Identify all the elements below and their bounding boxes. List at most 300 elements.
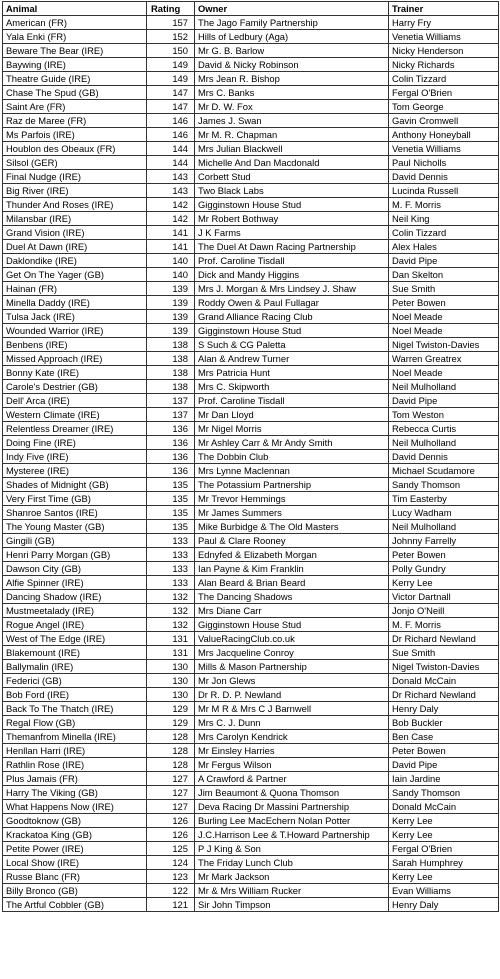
cell-owner: Mr Nigel Morris: [195, 422, 389, 436]
table-row: [3, 898, 499, 912]
cell-animal: Back To The Thatch (IRE): [3, 702, 147, 716]
table-row: [3, 646, 499, 660]
table-row: [3, 422, 499, 436]
cell-owner: Mrs J. Morgan & Mrs Lindsey J. Shaw: [195, 282, 389, 296]
cell-trainer: David Dennis: [389, 450, 499, 464]
cell-owner: Mr Fergus Wilson: [195, 758, 389, 772]
cell-trainer: David Pipe: [389, 758, 499, 772]
cell-animal: Bonny Kate (IRE): [3, 366, 147, 380]
cell-animal: Raz de Maree (FR): [3, 114, 147, 128]
cell-animal: West of The Edge (IRE): [3, 632, 147, 646]
table-row: [3, 814, 499, 828]
cell-animal: Doing Fine (IRE): [3, 436, 147, 450]
cell-rating: 132: [147, 618, 195, 632]
cell-animal: Billy Bronco (GB): [3, 884, 147, 898]
cell-owner: Gigginstown House Stud: [195, 618, 389, 632]
cell-trainer: Venetia Williams: [389, 30, 499, 44]
cell-animal: Saint Are (FR): [3, 100, 147, 114]
cell-trainer: Henry Daly: [389, 898, 499, 912]
table-row: [3, 884, 499, 898]
table-row: [3, 296, 499, 310]
cell-rating: 146: [147, 128, 195, 142]
cell-rating: 121: [147, 898, 195, 912]
cell-owner: Mrs Diane Carr: [195, 604, 389, 618]
table-row: [3, 842, 499, 856]
table-row: [3, 44, 499, 58]
cell-rating: 130: [147, 660, 195, 674]
cell-rating: 146: [147, 114, 195, 128]
cell-owner: Mrs C. Skipworth: [195, 380, 389, 394]
column-header-owner: Owner: [195, 2, 389, 16]
cell-trainer: Dan Skelton: [389, 268, 499, 282]
cell-rating: 138: [147, 366, 195, 380]
cell-owner: Mr G. B. Barlow: [195, 44, 389, 58]
cell-trainer: Nicky Henderson: [389, 44, 499, 58]
cell-owner: Gigginstown House Stud: [195, 198, 389, 212]
cell-animal: Rathlin Rose (IRE): [3, 758, 147, 772]
cell-trainer: Fergal O'Brien: [389, 842, 499, 856]
cell-animal: Theatre Guide (IRE): [3, 72, 147, 86]
cell-animal: Silsol (GER): [3, 156, 147, 170]
cell-trainer: Tim Easterby: [389, 492, 499, 506]
cell-animal: Houblon des Obeaux (FR): [3, 142, 147, 156]
cell-rating: 139: [147, 296, 195, 310]
cell-rating: 138: [147, 352, 195, 366]
cell-owner: Corbett Stud: [195, 170, 389, 184]
table-row: [3, 254, 499, 268]
cell-rating: 133: [147, 534, 195, 548]
cell-owner: Mrs Carolyn Kendrick: [195, 730, 389, 744]
cell-trainer: Warren Greatrex: [389, 352, 499, 366]
cell-trainer: Kerry Lee: [389, 814, 499, 828]
cell-trainer: Peter Bowen: [389, 744, 499, 758]
column-header-trainer: Trainer: [389, 2, 499, 16]
table-row: [3, 128, 499, 142]
cell-owner: Mrs C. Banks: [195, 86, 389, 100]
table-row: [3, 408, 499, 422]
cell-trainer: Iain Jardine: [389, 772, 499, 786]
cell-rating: 133: [147, 562, 195, 576]
cell-rating: 136: [147, 450, 195, 464]
cell-trainer: David Dennis: [389, 170, 499, 184]
cell-rating: 135: [147, 492, 195, 506]
cell-animal: Krackatoa King (GB): [3, 828, 147, 842]
cell-animal: Mysteree (IRE): [3, 464, 147, 478]
cell-animal: Goodtoknow (GB): [3, 814, 147, 828]
cell-rating: 136: [147, 464, 195, 478]
cell-rating: 127: [147, 800, 195, 814]
cell-trainer: Gavin Cromwell: [389, 114, 499, 128]
cell-owner: Mr Mark Jackson: [195, 870, 389, 884]
cell-animal: Hainan (FR): [3, 282, 147, 296]
table-row: [3, 786, 499, 800]
cell-animal: Grand Vision (IRE): [3, 226, 147, 240]
cell-trainer: Neil Mulholland: [389, 436, 499, 450]
cell-rating: 152: [147, 30, 195, 44]
cell-animal: Wounded Warrior (IRE): [3, 324, 147, 338]
table-row: [3, 660, 499, 674]
cell-owner: Grand Alliance Racing Club: [195, 310, 389, 324]
cell-animal: Blakemount (IRE): [3, 646, 147, 660]
cell-trainer: Donald McCain: [389, 674, 499, 688]
cell-rating: 124: [147, 856, 195, 870]
cell-animal: Minella Daddy (IRE): [3, 296, 147, 310]
cell-animal: Themanfrom Minella (IRE): [3, 730, 147, 744]
cell-animal: Tulsa Jack (IRE): [3, 310, 147, 324]
cell-rating: 135: [147, 506, 195, 520]
table-row: [3, 590, 499, 604]
cell-owner: Mrs C. J. Dunn: [195, 716, 389, 730]
cell-animal: Rogue Angel (IRE): [3, 618, 147, 632]
cell-rating: 150: [147, 44, 195, 58]
cell-trainer: Jonjo O'Neill: [389, 604, 499, 618]
cell-animal: Beware The Bear (IRE): [3, 44, 147, 58]
cell-trainer: Venetia Williams: [389, 142, 499, 156]
cell-owner: Mrs Lynne Maclennan: [195, 464, 389, 478]
cell-rating: 137: [147, 394, 195, 408]
cell-trainer: Donald McCain: [389, 800, 499, 814]
cell-animal: Petite Power (IRE): [3, 842, 147, 856]
table-row: [3, 758, 499, 772]
entries-table: [2, 1, 499, 912]
cell-trainer: Noel Meade: [389, 366, 499, 380]
cell-trainer: Sandy Thomson: [389, 478, 499, 492]
cell-owner: Paul & Clare Rooney: [195, 534, 389, 548]
cell-owner: Hills of Ledbury (Aga): [195, 30, 389, 44]
table-row: [3, 744, 499, 758]
cell-owner: Ian Payne & Kim Franklin: [195, 562, 389, 576]
cell-owner: The Potassium Partnership: [195, 478, 389, 492]
cell-trainer: Alex Hales: [389, 240, 499, 254]
cell-rating: 143: [147, 184, 195, 198]
cell-owner: Gigginstown House Stud: [195, 324, 389, 338]
cell-animal: Federici (GB): [3, 674, 147, 688]
table-row: [3, 142, 499, 156]
table-row: [3, 240, 499, 254]
table-row: [3, 534, 499, 548]
table-row: [3, 72, 499, 86]
cell-rating: 139: [147, 324, 195, 338]
table-row: [3, 618, 499, 632]
table-row: [3, 870, 499, 884]
cell-animal: Chase The Spud (GB): [3, 86, 147, 100]
table-row: [3, 856, 499, 870]
cell-trainer: David Pipe: [389, 254, 499, 268]
cell-animal: Baywing (IRE): [3, 58, 147, 72]
cell-trainer: Johnny Farrelly: [389, 534, 499, 548]
cell-rating: 127: [147, 786, 195, 800]
cell-trainer: M. F. Morris: [389, 618, 499, 632]
cell-owner: Sir John Timpson: [195, 898, 389, 912]
cell-animal: Yala Enki (FR): [3, 30, 147, 44]
cell-owner: Mills & Mason Partnership: [195, 660, 389, 674]
cell-rating: 123: [147, 870, 195, 884]
cell-trainer: Sarah Humphrey: [389, 856, 499, 870]
cell-owner: Mr M. R. Chapman: [195, 128, 389, 142]
cell-trainer: Dr Richard Newland: [389, 632, 499, 646]
cell-animal: What Happens Now (IRE): [3, 800, 147, 814]
cell-rating: 157: [147, 16, 195, 30]
cell-animal: Shades of Midnight (GB): [3, 478, 147, 492]
cell-rating: 141: [147, 226, 195, 240]
table-row: [3, 492, 499, 506]
table-row: [3, 464, 499, 478]
cell-owner: Two Black Labs: [195, 184, 389, 198]
cell-owner: Mr James Summers: [195, 506, 389, 520]
table-row: [3, 156, 499, 170]
cell-owner: Mr Trevor Hemmings: [195, 492, 389, 506]
cell-animal: Carole's Destrier (GB): [3, 380, 147, 394]
cell-rating: 147: [147, 100, 195, 114]
cell-rating: 133: [147, 576, 195, 590]
cell-animal: Very First Time (GB): [3, 492, 147, 506]
cell-animal: Indy Five (IRE): [3, 450, 147, 464]
cell-owner: The Friday Lunch Club: [195, 856, 389, 870]
cell-rating: 140: [147, 268, 195, 282]
cell-trainer: Sandy Thomson: [389, 786, 499, 800]
cell-rating: 136: [147, 436, 195, 450]
cell-owner: The Dancing Shadows: [195, 590, 389, 604]
cell-rating: 135: [147, 520, 195, 534]
cell-trainer: Neil Mulholland: [389, 380, 499, 394]
table-row: [3, 114, 499, 128]
cell-owner: Dr R. D. P. Newland: [195, 688, 389, 702]
cell-rating: 135: [147, 478, 195, 492]
cell-trainer: Dr Richard Newland: [389, 688, 499, 702]
table-row: [3, 828, 499, 842]
cell-trainer: David Pipe: [389, 394, 499, 408]
cell-trainer: Michael Scudamore: [389, 464, 499, 478]
table-row: [3, 548, 499, 562]
cell-rating: 137: [147, 408, 195, 422]
cell-animal: Ballymalin (IRE): [3, 660, 147, 674]
table-row: [3, 366, 499, 380]
cell-owner: Alan Beard & Brian Beard: [195, 576, 389, 590]
cell-owner: Mrs Julian Blackwell: [195, 142, 389, 156]
cell-rating: 138: [147, 380, 195, 394]
cell-trainer: Polly Gundry: [389, 562, 499, 576]
cell-owner: The Jago Family Partnership: [195, 16, 389, 30]
cell-rating: 149: [147, 58, 195, 72]
cell-animal: Local Show (IRE): [3, 856, 147, 870]
cell-rating: 129: [147, 716, 195, 730]
cell-animal: Shanroe Santos (IRE): [3, 506, 147, 520]
table-row: [3, 58, 499, 72]
column-header-animal: Animal: [3, 2, 147, 16]
cell-animal: Plus Jamais (FR): [3, 772, 147, 786]
cell-owner: James J. Swan: [195, 114, 389, 128]
cell-animal: Mustmeetalady (IRE): [3, 604, 147, 618]
cell-rating: 141: [147, 240, 195, 254]
cell-animal: Missed Approach (IRE): [3, 352, 147, 366]
cell-rating: 142: [147, 212, 195, 226]
cell-owner: The Duel At Dawn Racing Partnership: [195, 240, 389, 254]
table-row: [3, 100, 499, 114]
cell-animal: Dancing Shadow (IRE): [3, 590, 147, 604]
cell-animal: Milansbar (IRE): [3, 212, 147, 226]
cell-rating: 132: [147, 604, 195, 618]
cell-animal: American (FR): [3, 16, 147, 30]
table-header-row: [3, 2, 499, 16]
cell-rating: 147: [147, 86, 195, 100]
cell-trainer: Lucy Wadham: [389, 506, 499, 520]
table-row: [3, 772, 499, 786]
cell-owner: P J King & Son: [195, 842, 389, 856]
cell-animal: Bob Ford (IRE): [3, 688, 147, 702]
cell-owner: Prof. Caroline Tisdall: [195, 254, 389, 268]
cell-rating: 126: [147, 828, 195, 842]
cell-animal: Gingili (GB): [3, 534, 147, 548]
cell-rating: 130: [147, 688, 195, 702]
cell-animal: Ms Parfois (IRE): [3, 128, 147, 142]
cell-owner: Mrs Jacqueline Conroy: [195, 646, 389, 660]
cell-owner: ValueRacingClub.co.uk: [195, 632, 389, 646]
cell-trainer: Fergal O'Brien: [389, 86, 499, 100]
cell-trainer: Kerry Lee: [389, 828, 499, 842]
cell-trainer: Peter Bowen: [389, 296, 499, 310]
cell-owner: Mr D. W. Fox: [195, 100, 389, 114]
cell-trainer: M. F. Morris: [389, 198, 499, 212]
cell-trainer: Kerry Lee: [389, 576, 499, 590]
cell-animal: Western Climate (IRE): [3, 408, 147, 422]
cell-animal: Alfie Spinner (IRE): [3, 576, 147, 590]
cell-rating: 138: [147, 338, 195, 352]
table-row: [3, 716, 499, 730]
table-body: [3, 16, 499, 912]
cell-owner: A Crawford & Partner: [195, 772, 389, 786]
table-row: [3, 604, 499, 618]
cell-trainer: Nigel Twiston-Davies: [389, 660, 499, 674]
table-row: [3, 576, 499, 590]
cell-owner: Ednyfed & Elizabeth Morgan: [195, 548, 389, 562]
cell-animal: The Artful Cobbler (GB): [3, 898, 147, 912]
cell-rating: 143: [147, 170, 195, 184]
cell-animal: Dawson City (GB): [3, 562, 147, 576]
cell-trainer: Sue Smith: [389, 282, 499, 296]
table-row: [3, 338, 499, 352]
cell-animal: Final Nudge (IRE): [3, 170, 147, 184]
cell-trainer: Henry Daly: [389, 702, 499, 716]
cell-animal: Regal Flow (GB): [3, 716, 147, 730]
cell-trainer: Peter Bowen: [389, 548, 499, 562]
cell-rating: 128: [147, 758, 195, 772]
table-row: [3, 506, 499, 520]
cell-trainer: Neil Mulholland: [389, 520, 499, 534]
cell-trainer: Evan Williams: [389, 884, 499, 898]
table-row: [3, 394, 499, 408]
cell-trainer: Noel Meade: [389, 324, 499, 338]
cell-trainer: Colin Tizzard: [389, 226, 499, 240]
cell-owner: Mr Jon Glews: [195, 674, 389, 688]
cell-animal: Duel At Dawn (IRE): [3, 240, 147, 254]
cell-owner: J K Farms: [195, 226, 389, 240]
cell-owner: Mike Burbidge & The Old Masters: [195, 520, 389, 534]
table-row: [3, 478, 499, 492]
cell-owner: Alan & Andrew Turner: [195, 352, 389, 366]
cell-trainer: Ben Case: [389, 730, 499, 744]
table-row: [3, 184, 499, 198]
table-row: [3, 198, 499, 212]
table-row: [3, 800, 499, 814]
cell-trainer: Bob Buckler: [389, 716, 499, 730]
cell-rating: 131: [147, 646, 195, 660]
cell-owner: The Dobbin Club: [195, 450, 389, 464]
table-row: [3, 282, 499, 296]
cell-animal: Get On The Yager (GB): [3, 268, 147, 282]
cell-trainer: Harry Fry: [389, 16, 499, 30]
cell-rating: 139: [147, 310, 195, 324]
table-row: [3, 30, 499, 44]
cell-rating: 131: [147, 632, 195, 646]
cell-trainer: Tom Weston: [389, 408, 499, 422]
cell-rating: 122: [147, 884, 195, 898]
cell-rating: 139: [147, 282, 195, 296]
table-row: [3, 688, 499, 702]
cell-rating: 127: [147, 772, 195, 786]
cell-trainer: Sue Smith: [389, 646, 499, 660]
cell-trainer: Victor Dartnall: [389, 590, 499, 604]
cell-owner: Mr & Mrs William Rucker: [195, 884, 389, 898]
cell-animal: Henri Parry Morgan (GB): [3, 548, 147, 562]
cell-rating: 142: [147, 198, 195, 212]
cell-owner: Mr Einsley Harries: [195, 744, 389, 758]
cell-rating: 144: [147, 156, 195, 170]
table-row: [3, 16, 499, 30]
table-row: [3, 562, 499, 576]
cell-rating: 128: [147, 744, 195, 758]
cell-trainer: Kerry Lee: [389, 870, 499, 884]
column-header-rating: Rating: [147, 2, 195, 16]
cell-animal: Daklondike (IRE): [3, 254, 147, 268]
cell-owner: Prof. Caroline Tisdall: [195, 394, 389, 408]
cell-rating: 144: [147, 142, 195, 156]
table-row: [3, 212, 499, 226]
table-row: [3, 268, 499, 282]
cell-owner: S Such & CG Paletta: [195, 338, 389, 352]
cell-owner: Mrs Jean R. Bishop: [195, 72, 389, 86]
cell-animal: Relentless Dreamer (IRE): [3, 422, 147, 436]
cell-rating: 136: [147, 422, 195, 436]
table-row: [3, 310, 499, 324]
cell-owner: J.C.Harrison Lee & T.Howard Partnership: [195, 828, 389, 842]
cell-trainer: Rebecca Curtis: [389, 422, 499, 436]
cell-owner: David & Nicky Robinson: [195, 58, 389, 72]
cell-animal: Big River (IRE): [3, 184, 147, 198]
cell-rating: 130: [147, 674, 195, 688]
table-row: [3, 170, 499, 184]
cell-rating: 133: [147, 548, 195, 562]
table-row: [3, 674, 499, 688]
cell-animal: Thunder And Roses (IRE): [3, 198, 147, 212]
cell-trainer: Neil King: [389, 212, 499, 226]
cell-trainer: Colin Tizzard: [389, 72, 499, 86]
table-row: [3, 86, 499, 100]
table-row: [3, 632, 499, 646]
cell-owner: Deva Racing Dr Massini Partnership: [195, 800, 389, 814]
cell-owner: Burling Lee MacEchern Nolan Potter: [195, 814, 389, 828]
cell-animal: Henllan Harri (IRE): [3, 744, 147, 758]
table-row: [3, 450, 499, 464]
cell-trainer: Anthony Honeyball: [389, 128, 499, 142]
table-row: [3, 436, 499, 450]
cell-trainer: Nicky Richards: [389, 58, 499, 72]
table-row: [3, 352, 499, 366]
table-row: [3, 702, 499, 716]
cell-owner: Dick and Mandy Higgins: [195, 268, 389, 282]
table-row: [3, 226, 499, 240]
cell-trainer: Nigel Twiston-Davies: [389, 338, 499, 352]
cell-owner: Mr Dan Lloyd: [195, 408, 389, 422]
